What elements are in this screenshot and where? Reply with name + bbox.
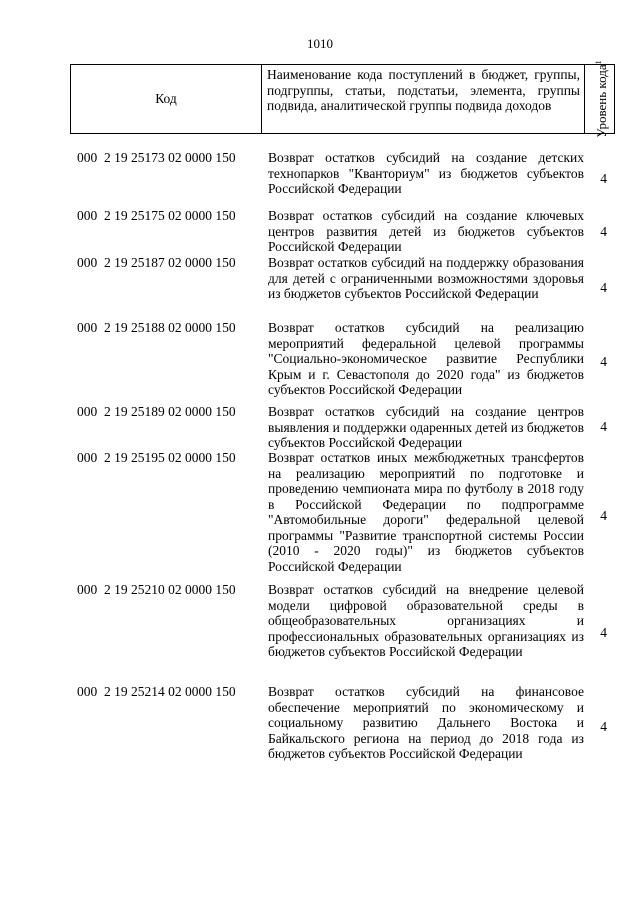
row-code: 000 2 19 25187 02 0000 150 xyxy=(77,255,236,270)
row-level: 4 xyxy=(600,419,607,434)
table-row xyxy=(72,320,617,404)
header-code: Код xyxy=(71,65,262,133)
row-name: Возврат остатков субсидий на создание центров выявления и поддержки одаренных детей из бюджетов субъектов Российской Федерации xyxy=(268,404,584,450)
row-level: 4 xyxy=(600,223,607,239)
table-body xyxy=(72,150,617,770)
row-level: 4 xyxy=(600,171,607,186)
table-row xyxy=(72,450,617,582)
row-code: 000 2 19 25188 02 0000 150 xyxy=(77,320,236,335)
table-row xyxy=(72,208,617,255)
header-level xyxy=(585,60,614,138)
row-name: Возврат остатков субсидий на создание ключевых центров развития детей из бюджетов субъектов Российской Федерации xyxy=(268,208,584,254)
row-code: 000 2 19 25214 02 0000 150 xyxy=(77,684,236,699)
row-name: Возврат остатков субсидий на реализацию мероприятий федеральной целевой программы "Социально-экономическое развитие Республики Крым и г. Севастополя до 2020 года" из бюджетов субъектов Российской Федерации xyxy=(268,320,584,397)
row-code: 000 2 19 25210 02 0000 150 xyxy=(77,582,236,597)
table-row xyxy=(72,582,617,684)
row-level: 4 xyxy=(600,625,607,640)
row-name: Возврат остатков субсидий на создание детских технопарков "Кванториум" из бюджетов субъектов Российской Федерации xyxy=(268,150,584,196)
row-name: Возврат остатков субсидий на поддержку образования для детей с ограниченными возможностями здоровья из бюджетов субъектов Российской Федерации xyxy=(268,255,584,301)
page-number: 1010 xyxy=(307,36,333,51)
table-row xyxy=(72,255,617,320)
header-level-text xyxy=(591,60,607,137)
table-header xyxy=(70,60,615,138)
table-row xyxy=(72,404,617,450)
row-name: Возврат остатков субсидий на финансовое обеспечение мероприятий по экономическому и социальному развитию Дальнего Востока и Байкальского региона на период до 2018 года из бюджетов субъектов Российской Федерации xyxy=(268,684,584,761)
table-row xyxy=(72,150,617,208)
row-name: Возврат остатков иных межбюджетных трансфертов на реализацию мероприятий по подготовке и проведению чемпионата мира по футболу в 2018 году в Российской Федерации по подпрограмме "Автомобильные дороги" федеральной целевой программы "Развитие транспортной системы России (2010 - 2020 годы)" из бюджетов субъектов Российской Федерации xyxy=(268,450,584,574)
row-code: 000 2 19 25189 02 0000 150 xyxy=(77,404,236,419)
row-level: 4 xyxy=(600,354,607,369)
header-level-label: Уровень кода xyxy=(593,64,609,138)
header-name: Наименование кода поступлений в бюджет, группы, подгруппы, статьи, подстатьи, элемента, группы подвида, аналитической группы подвида доходов xyxy=(261,65,585,133)
row-level: 4 xyxy=(600,719,607,734)
row-level: 4 xyxy=(600,508,607,523)
header-level-footnote: 1 xyxy=(593,60,603,65)
table-row xyxy=(72,684,617,770)
row-name: Возврат остатков субсидий на внедрение целевой модели цифровой образовательной среды в общеобразовательных организациях и профессиональных образовательных организациях из бюджетов субъектов Российской Федерации xyxy=(268,582,584,659)
row-level: 4 xyxy=(600,279,607,295)
row-code: 000 2 19 25173 02 0000 150 xyxy=(77,150,236,165)
row-code: 000 2 19 25175 02 0000 150 xyxy=(77,208,236,223)
row-code: 000 2 19 25195 02 0000 150 xyxy=(77,450,236,465)
